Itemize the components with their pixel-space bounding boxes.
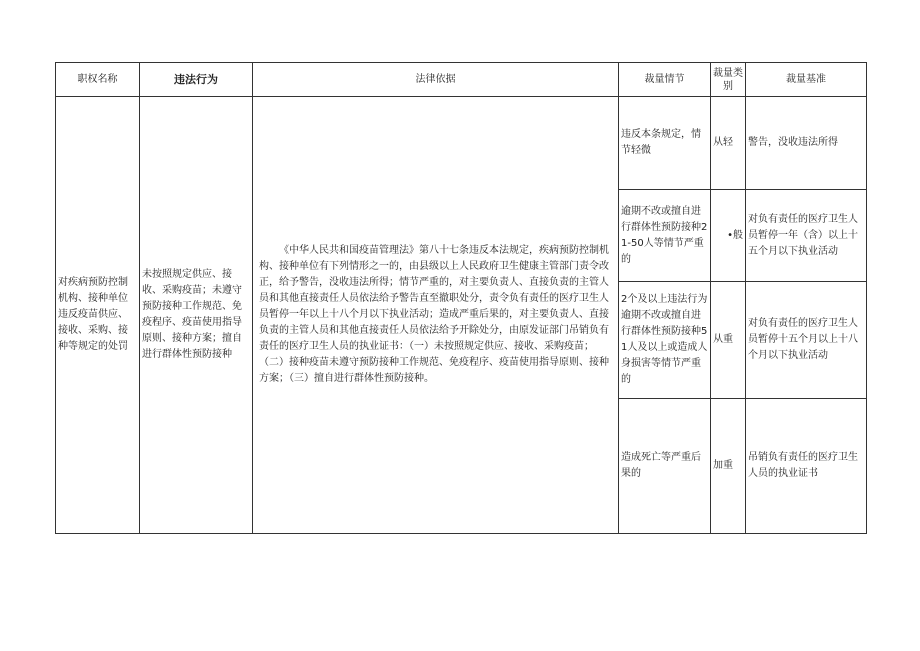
situation-cell: 违反本条规定，情节轻微 xyxy=(619,97,711,190)
header-category: 裁量类别 xyxy=(711,63,746,97)
header-basis: 法律依据 xyxy=(253,63,619,97)
discretion-table xyxy=(55,62,867,534)
category-cell: 加重 xyxy=(711,399,746,534)
category-cell: 从轻 xyxy=(711,97,746,190)
standard-cell: 吊销负有责任的医疗卫生人员的执业证书 xyxy=(746,399,867,534)
header-name: 职权名称 xyxy=(56,63,140,97)
violation-act-cell: 未按照规定供应、接收、采购疫苗；未遵守预防接种工作规范、免疫程序、疫苗使用指导原则、接种方案；擅自进行群体性预防接种 xyxy=(140,97,253,534)
situation-cell: 逾期不改或擅自进行群体性预防接种21-50人等情节严重的 xyxy=(619,190,711,282)
authority-name-cell: 对疾病预防控制机构、接种单位违反疫苗供应、接收、采购、接种等规定的处罚 xyxy=(56,97,140,534)
header-act: 违法行为 xyxy=(140,63,253,97)
legal-basis-cell: 《中华人民共和国疫苗管理法》第八十七条违反本法规定，疾病预防控制机构、接种单位有下列情形之一的，由县级以上人民政府卫生健康主管部门责令改正，给予警告，没收违法所得；情节严重的，对主要负责人、直接负责的主管人员和其他直接责任人员依法给予警告直至撤职处分，责令负有责任的医疗卫生人员暂停一年以上十八个月以下执业活动；造成严重后果的，对主要负责人、直接负责的主管人员和其他直接责任人员依法给予开除处分，由原发证部门吊销负有责任的医疗卫生人员的执业证书：（一）未按照规定供应、接收、采购疫苗；（二）接种疫苗未遵守预防接种工作规范、免疫程序、疫苗使用指导原则、接种方案；（三）擅自进行群体性预防接种。 xyxy=(253,97,619,534)
header-standard: 裁量基准 xyxy=(746,63,867,97)
category-cell: 从重 xyxy=(711,282,746,399)
header-situation: 裁量情节 xyxy=(619,63,711,97)
header-row xyxy=(56,63,867,97)
category-cell: •般 xyxy=(711,190,746,282)
standard-cell: 对负有责任的医疗卫生人员暂停十五个月以上十八个月以下执业活动 xyxy=(746,282,867,399)
standard-cell: 警告，没收违法所得 xyxy=(746,97,867,190)
situation-cell: 造成死亡等严重后果的 xyxy=(619,399,711,534)
situation-cell: 2个及以上违法行为逾期不改或擅自进行群体性预防接种51人及以上或造成人身损害等情节严重的 xyxy=(619,282,711,399)
standard-cell: 对负有责任的医疗卫生人员暂停一年（含）以上十五个月以下执业活动 xyxy=(746,190,867,282)
table-row xyxy=(56,97,867,190)
